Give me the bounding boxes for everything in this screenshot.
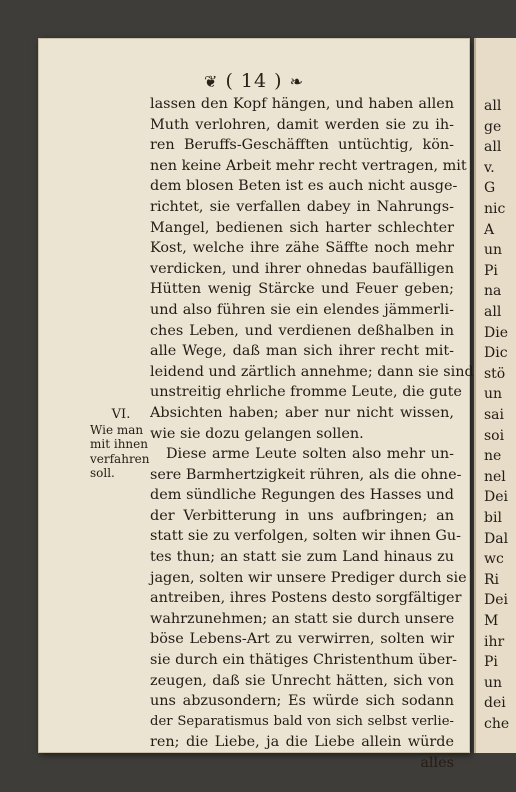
next-page-fragment: ge (484, 118, 502, 135)
text-line: wie sie dozu gelangen sollen. (150, 425, 364, 442)
text-line: Mangel, bedienen sich harter schlechter (150, 219, 454, 236)
text-line: ches Leben, und verdienen deßhalben in (150, 322, 454, 339)
text-line: sere Barmhertzigkeit rühren, als die ohne- (150, 466, 462, 483)
next-page-fragment: G (484, 180, 496, 197)
book-page (38, 38, 474, 771)
text-line: sie durch ein thätiges Christenthum über- (150, 652, 457, 669)
next-page-fragment: M (484, 613, 499, 629)
next-page-fragment: Dei (484, 592, 508, 609)
next-page-fragment: nel (484, 468, 506, 485)
text-line: uns abzusondern; Es würde sich sodann (150, 693, 454, 710)
next-page-fragment: soi (484, 427, 505, 444)
text-line: zeugen, daß sie Unrecht hätten, sich von (150, 672, 454, 689)
right-ornament-icon: ❧ (289, 72, 304, 91)
next-page-fragment: Die (484, 324, 508, 341)
text-line: leidend und zärtlich annehme; dann sie sind (150, 363, 474, 380)
next-page-fragment: A (484, 221, 495, 238)
next-page-fragment: un (484, 242, 503, 259)
next-page-fragment: all (484, 139, 502, 156)
text-line: tes thun; an statt sie zum Land hinaus zu (150, 549, 454, 566)
next-page-fragment: che (484, 716, 510, 732)
text-line: unstreitig ehrliche fromme Leute, die gute (150, 384, 462, 401)
next-page-fragment: stö (484, 365, 506, 382)
page-header (38, 70, 470, 92)
next-page-fragment: Dic (484, 345, 508, 362)
next-page-fragment: Pi (484, 262, 498, 279)
text-line: statt sie zu verfolgen, solten wir ihnen Gu- (150, 528, 461, 545)
text-line: der Verbitterung in uns aufbringen; an (150, 507, 454, 524)
marginal-number: VI. (111, 407, 131, 422)
next-page-fragment: Ri (484, 571, 500, 588)
text-line: Muth verlohren, damit werden sie zu ih- (150, 116, 454, 133)
text-line: ren Beruffs-Geschäfften untüchtig, kön- (150, 137, 454, 154)
text-line: jagen, solten wir unsere Prediger durch sie (150, 569, 467, 586)
marginal-line: mit ihnen (90, 437, 148, 451)
text-line: lassen den Kopf hängen, und haben allen (150, 96, 454, 112)
next-page-fragment: dei (484, 695, 506, 712)
marginal-line: Wie man (90, 422, 144, 437)
next-page-fragment: Dei (484, 489, 508, 506)
next-page-fragment: na (484, 283, 502, 300)
next-page-fragment: nic (484, 201, 506, 217)
marginal-line: soll. (90, 466, 115, 480)
catchword: alles (420, 755, 454, 771)
marginal-note (90, 408, 152, 481)
next-page-fragment: un (484, 674, 503, 691)
next-page-fragment: all (484, 98, 502, 114)
text-line: alle Wege, daß man sich ihrer recht mit- (150, 343, 454, 360)
text-line: nen keine Arbeit mehr recht vertragen, mit (150, 157, 467, 174)
body-text (150, 94, 474, 774)
text-line: antreiben, ihres Postens desto sorgfältiger (150, 590, 462, 607)
text-line: der Separatismus bald von sich selbst verlie- (150, 713, 454, 729)
next-page-fragment: all (484, 304, 502, 320)
left-ornament-icon: ❦ (204, 72, 219, 91)
text-line: richtet, sie verfallen dabey in Nahrungs- (150, 198, 454, 215)
text-line: verdicken, und ihrer ohnedas baufälligen (150, 260, 454, 277)
next-page-fragment: Pi (484, 654, 498, 671)
text-line: Diese arme Leute solten also mehr un- (166, 446, 454, 463)
text-line: Absichten haben; aber nur nicht wissen, (150, 404, 454, 421)
page-number: ( 14 ) (225, 70, 283, 92)
next-page-fragment: bil (484, 510, 502, 526)
next-page-fragment: Dal (484, 530, 509, 547)
marginal-line: verfahren (90, 451, 150, 466)
text-line: und also führen sie ein elendes jämmerli- (150, 301, 454, 318)
text-line: dem sündliche Regungen des Hasses und (150, 487, 454, 504)
text-line: Kost, welche ihre zähe Säffte noch mehr (150, 240, 454, 257)
text-line: ren; die Liebe, ja die Liebe allein würde (150, 734, 454, 751)
text-line: Hütten wenig Stärcke und Feuer geben; (150, 281, 454, 298)
next-page-fragment: un (484, 386, 503, 403)
next-page-fragment: sai (484, 407, 505, 423)
text-line: böse Lebens-Art zu verwirren, solten wir (150, 631, 454, 648)
text-line: wahrzunehmen; an statt sie durch unsere (150, 610, 455, 627)
next-page-fragment: v. (484, 159, 495, 176)
text-line: dem blosen Beten ist es auch nicht ausge- (150, 178, 458, 195)
next-page-fragment: ne (484, 448, 502, 465)
next-page-fragment: ihr (484, 633, 505, 650)
next-page-fragment: wc (484, 551, 504, 568)
